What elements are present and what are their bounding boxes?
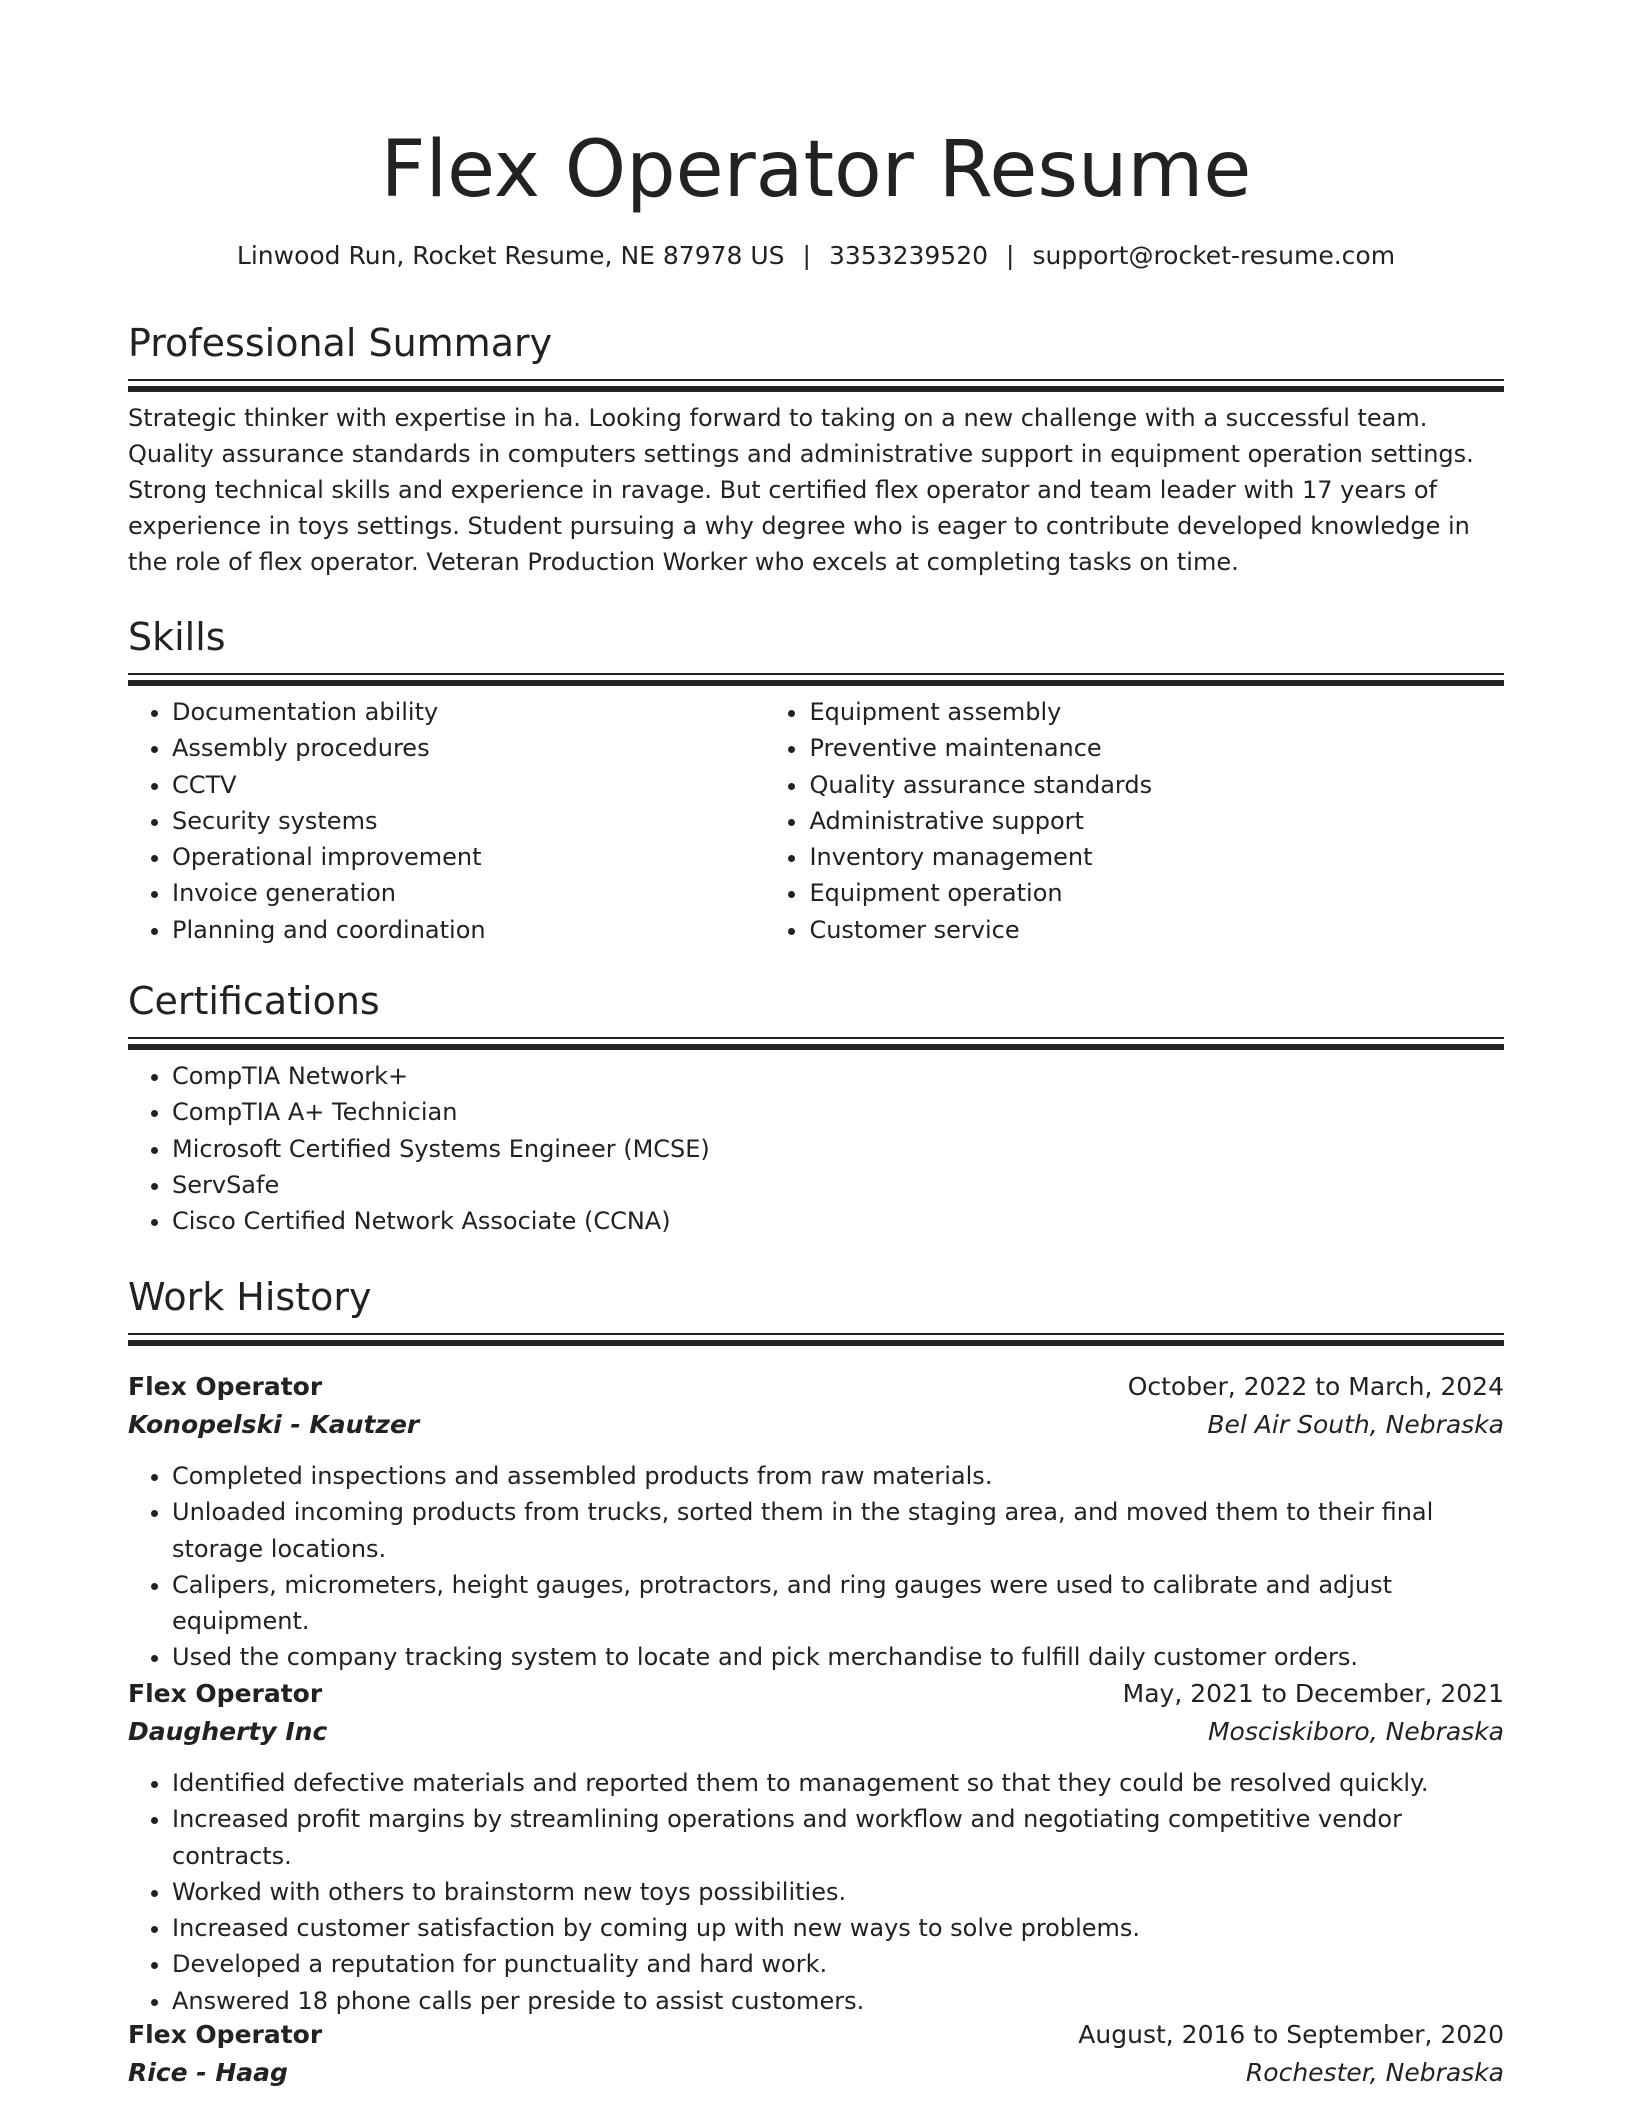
section-heading-summary: Professional Summary — [128, 321, 553, 365]
contact-line — [128, 238, 1504, 274]
certifications-list — [128, 1058, 1504, 1239]
certification-item: • ServSafe — [172, 1167, 1504, 1203]
skill-item: • Equipment assembly — [809, 694, 1504, 730]
job-entry — [128, 1675, 1504, 2019]
job-header-row — [128, 1675, 1504, 1713]
skill-item: • CCTV — [172, 767, 765, 803]
work-history-section — [128, 1272, 1504, 1347]
skills-section — [128, 612, 1504, 948]
contact-separator: | — [802, 241, 811, 270]
job-bullet: • Increased profit margins by streamlining operations and workflow and negotiating competitive vendor contracts. — [172, 1801, 1504, 1874]
job-bullet: • Increased customer satisfaction by coming up with new ways to solve problems. — [172, 1910, 1504, 1946]
job-dates: May, 2021 to December, 2021 — [1122, 1679, 1504, 1708]
certification-item: • Cisco Certified Network Associate (CCNA) — [172, 1203, 1504, 1239]
skill-item: • Invoice generation — [172, 875, 765, 911]
certification-item: • CompTIA Network+ — [172, 1058, 1504, 1094]
summary-section — [128, 318, 1504, 580]
section-divider — [128, 379, 1504, 393]
skill-item: • Equipment operation — [809, 875, 1504, 911]
contact-phone: 3353239520 — [828, 241, 989, 270]
job-title: Flex Operator — [128, 2020, 323, 2049]
skill-item: • Preventive maintenance — [809, 730, 1504, 766]
section-heading-skills: Skills — [128, 615, 226, 659]
job-bullets — [128, 1458, 1504, 1676]
section-divider — [128, 1333, 1504, 1347]
job-header-row — [128, 2016, 1504, 2054]
section-divider — [128, 673, 1504, 687]
skills-columns — [128, 694, 1504, 948]
section-divider — [128, 1037, 1504, 1051]
skill-item: • Documentation ability — [172, 694, 765, 730]
job-company: Daugherty Inc — [128, 1717, 328, 1746]
job-subheader-row — [128, 2054, 1504, 2092]
job-location: Bel Air South, Nebraska — [1207, 1410, 1504, 1439]
certification-item: • CompTIA A+ Technician — [172, 1094, 1504, 1130]
skill-item: • Inventory management — [809, 839, 1504, 875]
skill-item: • Planning and coordination — [172, 912, 765, 948]
skill-item: • Assembly procedures — [172, 730, 765, 766]
job-bullet: • Identified defective materials and reported them to management so that they could be resolved quickly. — [172, 1765, 1504, 1801]
job-entry — [128, 2016, 1504, 2092]
skill-item: • Security systems — [172, 803, 765, 839]
summary-text: Strategic thinker with expertise in ha. Looking forward to taking on a new challenge with a successful team. Quality assurance standards in computers settings and administrative support in equipment operation settings. Strong technical skills and experience in ravage. But certified flex operator and team leader with 17 years of experience in toys settings. Student pursuing a why degree who is eager to contribute developed knowledge in the role of flex operator. Veteran Production Worker who excels at completing tasks on time. — [128, 404, 1474, 576]
certification-item: • Microsoft Certified Systems Engineer (MCSE) — [172, 1131, 1504, 1167]
skill-item: • Operational improvement — [172, 839, 765, 875]
job-bullet: • Used the company tracking system to locate and pick merchandise to fulfill daily customer orders. — [172, 1639, 1504, 1675]
contact-email[interactable]: support@rocket-resume.com — [1032, 241, 1396, 270]
section-heading-work-history: Work History — [128, 1275, 372, 1319]
skill-item: • Quality assurance standards — [809, 767, 1504, 803]
job-bullet: • Answered 18 phone calls per preside to assist customers. — [172, 1983, 1504, 2019]
job-location: Mosciskiboro, Nebraska — [1207, 1717, 1504, 1746]
job-subheader-row — [128, 1713, 1504, 1751]
job-header-row — [128, 1368, 1504, 1406]
skills-list-right — [765, 694, 1504, 948]
certifications-section — [128, 976, 1504, 1239]
job-bullet: • Calipers, micrometers, height gauges, protractors, and ring gauges were used to calibrate and adjust equipment. — [172, 1567, 1504, 1640]
job-entry — [128, 1368, 1504, 1676]
job-subheader-row — [128, 1406, 1504, 1444]
skill-item: • Customer service — [809, 912, 1504, 948]
skills-list-left — [128, 694, 765, 948]
job-company: Rice - Haag — [128, 2058, 288, 2087]
job-title: Flex Operator — [128, 1679, 323, 1708]
job-bullet: • Developed a reputation for punctuality and hard work. — [172, 1946, 1504, 1982]
contact-separator: | — [1006, 241, 1015, 270]
job-bullet: • Completed inspections and assembled products from raw materials. — [172, 1458, 1504, 1494]
job-location: Rochester, Nebraska — [1245, 2058, 1504, 2087]
job-bullet: • Unloaded incoming products from trucks, sorted them in the staging area, and moved them to their final storage locations. — [172, 1494, 1504, 1567]
job-dates: October, 2022 to March, 2024 — [1127, 1372, 1504, 1401]
job-dates: August, 2016 to September, 2020 — [1078, 2020, 1504, 2049]
job-company: Konopelski - Kautzer — [128, 1410, 420, 1439]
resume-title: Flex Operator Resume — [380, 125, 1252, 215]
skill-item: • Administrative support — [809, 803, 1504, 839]
section-heading-certifications: Certifications — [128, 979, 380, 1023]
job-bullet: • Worked with others to brainstorm new toys possibilities. — [172, 1874, 1504, 1910]
job-bullets — [128, 1765, 1504, 2019]
contact-address: Linwood Run, Rocket Resume, NE 87978 US — [236, 241, 785, 270]
job-title: Flex Operator — [128, 1372, 323, 1401]
